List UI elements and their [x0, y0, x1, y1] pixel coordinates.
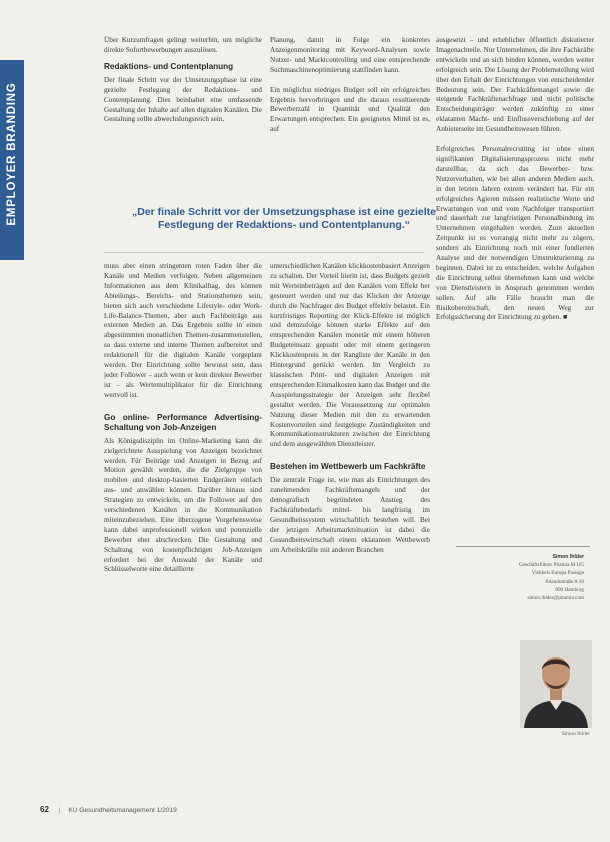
paragraph: Planung, damit in Folge ein konkretes Anzeigenmonitoring mit Keyword-Analysen sowie Nutzer- und Marktcontrolling und eine entsprechende Suchmaschinenoptimierung stattfinden kann.	[270, 36, 430, 74]
column-2-top	[270, 36, 430, 135]
quote-divider	[104, 252, 424, 253]
paragraph: ausgesetzt – und erheblicher öffentlich diskutierter Imagenachteile. Nur Unternehmen, die ihre Fachkräfte entwickeln und an sich binden können, werden weiter erfolgreich sein. Die Lösung der Problemstellung wird über den Erhalt der Einrichtungen von entscheidender Bedeutung sein. Der Fachkräftemangel sowie die steigende Fachkräftenachfrage und nicht politische Entscheidungsträger werden zukünftig zu einer eklatanten Macht- und Einflussverschiebung auf der Anbieterseite im Gesundheitswesen führen.	[436, 36, 594, 134]
author-name: Simon Ihlder	[552, 554, 584, 560]
author-role: Geschäftsführer Pitamia M UG	[519, 562, 584, 569]
subheading: Redaktions- und Contentplanung	[104, 61, 234, 71]
page-footer	[40, 805, 177, 814]
paragraph: Über Kurzumfragen gelingt weiterhin, um mögliche direkte Sofortbewerbungen auszulösen.	[104, 36, 262, 54]
pull-quote: „Der finale Schritt vor der Umsetzungsphase ist eine gezielte Festlegung der Redaktions- und Contentplanung.“	[131, 206, 436, 231]
paragraph: Erfolgreiches Personalrecruiting ist ohne einen signifikanten Digitalisierungsprozess nicht mehr darstellbar, da sich das Bewerber- bzw. Nutzerverhalten, wie bei allen anderen Medien auch, in den letzten Jahren extrem verändert hat. Für ein erfolgreiches Agieren müssen realistische Werte und Erwartungen von und vom Nachfolger transportiert und dauerhaft zur langfristigen Personalbindung im Unternehmen eingehalten werden. Zum aktuellen Zeitpunkt ist es vorrangig nicht mehr zu zögern, sondern als Einrichtung noch mit einer fundierten Analyse und der notwendigen Umstrukturierung zu beginnen. Dabei ist zu entscheiden, welche Aufgaben die Einrichtung selbst übernehmen kann und welche von Dienstleistern in Anspruch genommen werden sollen. Auf alle Fälle braucht man die Risikobereitschaft, den neuen Weg zur Erfolgssicherung der Einrichtung zu gehen. ■	[436, 145, 594, 322]
paragraph: Ein möglichst niedriges Budget soll ein erfolgreiches Ergebnis hervorbringen und die daraus resultierende Bewerberzahl in Quantität und Qualität den Erwartungen entsprechen. Ein geeignetes Mittel ist es, auf	[270, 85, 430, 134]
footer-separator: |	[58, 807, 61, 814]
author-email: simon.ihlder@pitamia.com	[527, 595, 584, 602]
column-1-bottom	[104, 262, 262, 575]
author-photo	[520, 640, 592, 728]
author-address-line: Ihlandsstraße 8-10	[545, 578, 584, 585]
portrait-image	[520, 640, 592, 728]
column-1-top	[104, 36, 262, 125]
paragraph: Der finale Schritt vor der Umsetzungsphase ist eine gezielte Festlegung der Redaktions- und Contentplanung. Dies beinhaltet eine umfassende Gestaltung der Inhalte auf allen digitalen Kanälen. Die Gestaltung sollte abwechslungsreich sein,	[104, 75, 262, 124]
section-tab	[0, 60, 24, 260]
author-address-line: 000 Hamburg	[555, 586, 584, 593]
author-divider	[456, 546, 590, 547]
subheading: Go online- Performance Advertising- Schaltung von Job-Anzeigen	[104, 412, 262, 432]
paragraph: unterschiedlichen Kanälen klickkostenbasiert Anzeigen zu schalten. Der Vorteil hierin ist, dass Budgets gezielt mit Werteinbeträgen auf den Kanälen vom Effekt her gesteuert werden und nur das Klicken der Anzeige durch die Nachfrager des Budget effektiv belastet. Ein kurzfristiges Reporting der Klick-Effekte ist möglich und demzufolge können starke Effekte auf den entsprechenden Kanälen monetär mit einem höheren Budgeteinsatz gepusht oder mit einem geringeren Klickkostenpreis in der Rangliste der Kanäle in den Hintergrund gerückt werden. Im Vergleich zu klassischen Print- und digitalen Anzeigen mit entsprechenden Einmalkosten kann das Budget und die Ausspielungsstrategie der Anzeigen sehr flexibel gestaltet werden. Die Voraussetzung zur optimalen Nutzung dieser Medien mit den zu erwartenden Kostenvorteilen sind festgelegte Zuständigkeiten und Kommunikationsstrukturen zwischen der Einrichtung und dem ausgewählten Dienstleister.	[270, 262, 430, 449]
paragraph: Als Königsdisziplin im Online-Marketing kann die zielgerichtete Ausspielung von Anzeigen bezeichnet werden. Für Beiträge und Anzeigen in Bezug auf Motion gewählt werden, die die Zielgruppe von mobilen und desktop-basierten Endgeräten einfach aus- und anwählen können. Darüber hinaus sind Strategien zu entwickeln, um die Follower auf den verschiedenen Kanälen in die Kommunikation miteinzubeziehen. Eine überzogene Vorgehensweise kann dabei unprofessionell wirken und potenzielle Bewerber eher abschrecken. Die Gestaltung und Schaltung von kostenpflichtigen Job-Anzeigen erfordert bei der Auswahl der Kanäle und Schlüsselworte eine detaillierte	[104, 436, 262, 574]
column-2-bottom	[270, 262, 430, 555]
paragraph: muss aber einen stringenten roten Faden über die Kanäle und Medien verfolgen. Neben allgemeinen Informationen aus dem Klinikalltag, des können Abteilungs-, Bereichs- und Stationsthemen sein, bieten sich auch verschiedene Lifestyle- oder Work-Life-Balance-Themen, aber auch Fachbeiträge aus externen Medien an. Das Ergebnis sollte in einen abgestimmten monatlichen Themen-zusammenstellen, so dass externe und interne Themen aufbereitet und redaktionell für die digitalen Kanäle vorgeplant werden. Der Einrichtung sollte bewusst sein, dass jeder Follower – auch wenn er kein direkter Bewerber ist – als Wertemultiplikator für die Einrichtung wertvoll ist.	[104, 262, 262, 399]
column-3	[436, 36, 594, 323]
author-box	[456, 553, 584, 602]
publication-name: KU Gesundheitsmanagement 1/2019	[68, 807, 177, 814]
subheading: Bestehen im Wettbewerb um Fachkräfte	[270, 462, 426, 472]
section-label: EMPLOYER BRANDING	[6, 82, 18, 226]
paragraph: Die zentrale Frage ist, wie man als Einrichtungen des zunehmenden Fachkräftemangels und der demografisch begründeten Anstieg des Fachkräftebedarfs mittel- bis langfristig im Gesundheitssystem wirtschaftlich bestehen will. Bei der jetzigen Arbeitsmarktsituation ist dabei die Gesundheitswirtschaft einem eklatanten Wettbewerb um Arbeitskräfte mit anderen Branchen	[270, 476, 430, 554]
page-number: 62	[40, 805, 49, 814]
photo-caption: Simon Ihlder	[561, 731, 590, 737]
author-address-line: Vlehbels Europa Passage	[531, 570, 584, 577]
